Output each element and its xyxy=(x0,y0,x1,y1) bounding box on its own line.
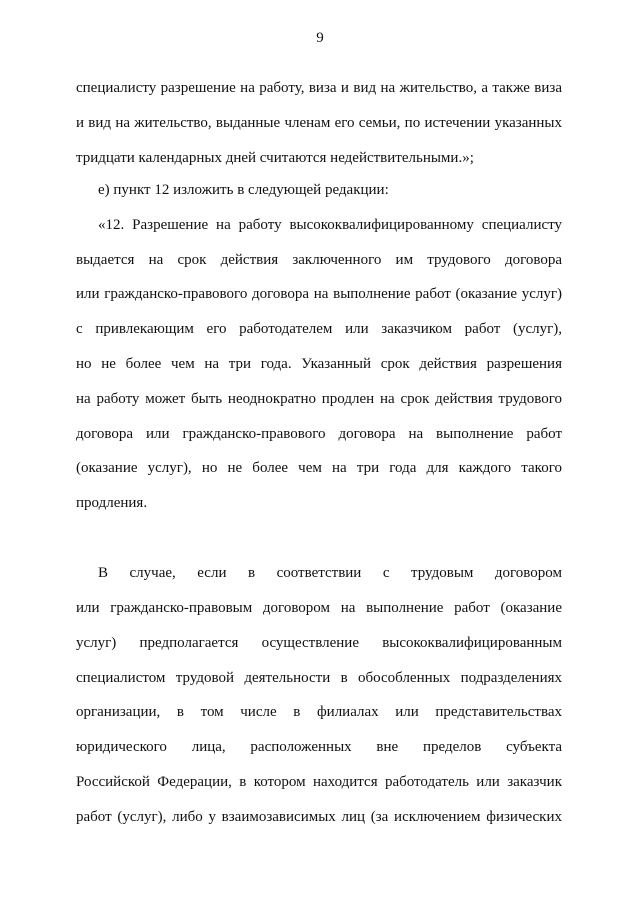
text-line: или гражданско-правовым договором на выполнение работ (оказание xyxy=(76,599,562,616)
amendment-section xyxy=(76,173,562,835)
text-line: но не более чем на три года. Указанный срок действия разрешения xyxy=(76,355,562,372)
item-e-line: е) пункт 12 изложить в следующей редакции: xyxy=(98,182,389,198)
text-line: (оказание услуг), но не более чем на три года для каждого такого xyxy=(76,460,562,477)
page-number: 9 xyxy=(316,30,324,46)
text-line: услуг) предполагается осуществление высококвалифицированным xyxy=(76,634,562,651)
text-line: «12. Разрешение на работу высококвалифицированному специалисту xyxy=(98,216,562,233)
text-line: юридического лица, расположенных вне пределов субъекта xyxy=(76,739,562,756)
text-line: специалисту разрешение на работу, виза и вид на жительство, а также виза xyxy=(76,80,562,96)
intro-paragraph xyxy=(76,71,562,175)
text-line: работ (услуг), либо у взаимозависимых лиц (за исключением физических xyxy=(76,808,562,825)
text-line: выдается на срок действия заключенного им трудового договора xyxy=(76,251,562,268)
text-line: В случае, если в соответствии с трудовым договором xyxy=(98,565,562,582)
text-line: и вид на жительство, выданные членам его семьи, по истечении указанных xyxy=(76,114,562,131)
text-line: договора или гражданско-правового договора на выполнение работ xyxy=(76,425,562,442)
text-line: с привлекающим его работодателем или заказчиком работ (услуг), xyxy=(76,321,562,338)
text-line: Российской Федерации, в котором находится работодатель или заказчик xyxy=(76,773,562,790)
text-line: или гражданско-правового договора на выполнение работ (оказание услуг) xyxy=(76,286,562,303)
text-line: продления. xyxy=(76,495,148,512)
text-line: организации, в том числе в филиалах или представительствах xyxy=(76,704,562,721)
text-line: тридцати календарных дней считаются недействительными.»; xyxy=(76,149,474,166)
text-line: специалистом трудовой деятельности в обособленных подразделениях xyxy=(76,669,562,686)
paragraph-gap xyxy=(76,521,562,556)
text-line: на работу может быть неоднократно продлен на срок действия трудового xyxy=(76,390,562,407)
